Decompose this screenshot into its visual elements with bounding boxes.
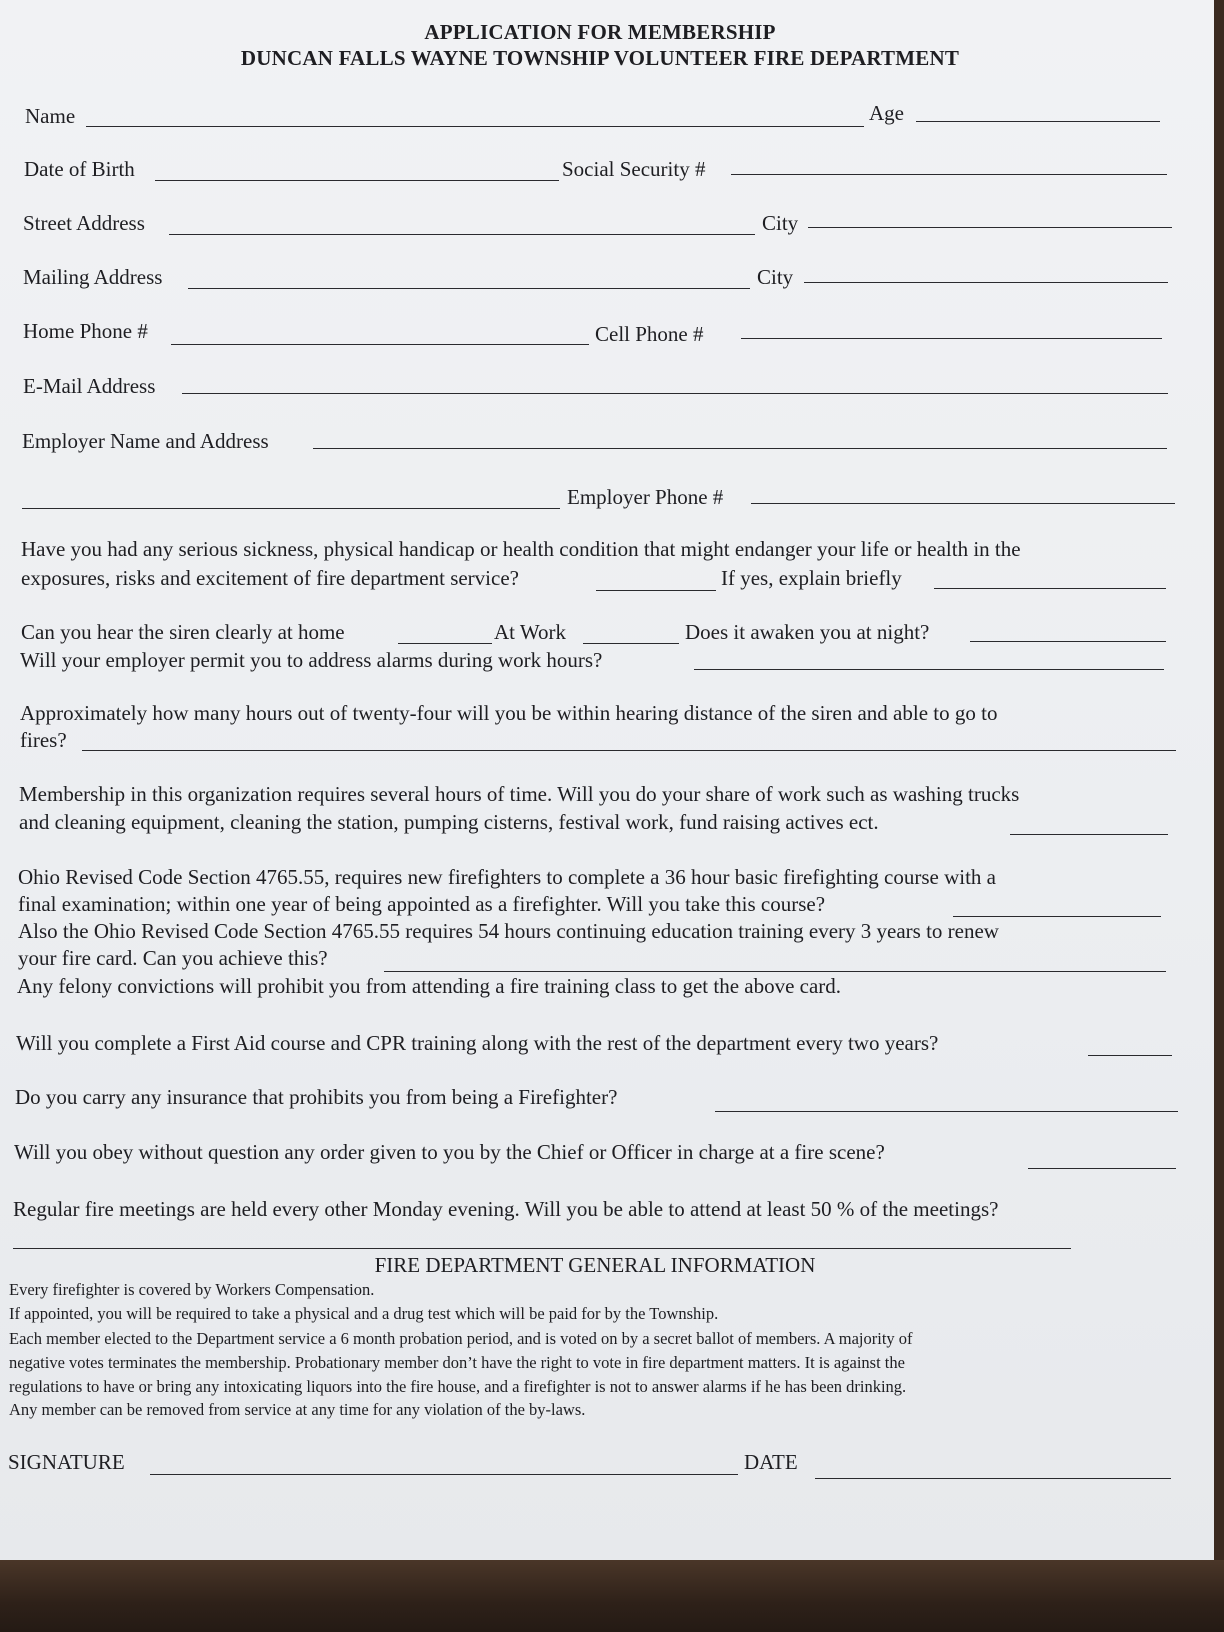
employer-label: Employer Name and Address xyxy=(22,429,269,453)
obey-question: Will you obey without question any order given to you by the Chief or Officer in charge at a fire scene? xyxy=(14,1140,885,1164)
mailing-city-field[interactable] xyxy=(804,282,1168,283)
employer-address-line-2[interactable] xyxy=(22,508,560,509)
meetings-field[interactable] xyxy=(13,1248,1071,1249)
city-field[interactable] xyxy=(808,227,1172,228)
felony-note: Any felony convictions will prohibit you from attending a fire training class to get the above card. xyxy=(17,974,842,998)
date-field[interactable] xyxy=(815,1478,1171,1479)
home-phone-label: Home Phone # xyxy=(23,319,148,343)
info-line: If appointed, you will be required to take a physical and a drug test which will be paid for by the Township. xyxy=(9,1304,719,1323)
employer-field[interactable] xyxy=(313,448,1167,449)
ohio-course-field[interactable] xyxy=(953,916,1161,917)
signature-field[interactable] xyxy=(150,1474,738,1475)
dob-field[interactable] xyxy=(155,180,559,181)
health-explain-label: If yes, explain briefly xyxy=(721,566,902,590)
hours-question: Approximately how many hours out of twenty-four will you be within hearing distance of the siren and able to go to xyxy=(20,701,998,725)
email-label: E-Mail Address xyxy=(23,374,156,398)
form-title: APPLICATION FOR MEMBERSHIP xyxy=(424,20,776,44)
mailing-address-label: Mailing Address xyxy=(23,265,163,289)
cell-phone-label: Cell Phone # xyxy=(595,322,704,346)
street-address-label: Street Address xyxy=(23,211,145,235)
siren-home-field[interactable] xyxy=(398,643,492,644)
work-question: Membership in this organization requires several hours of time. Will you do your share of work such as washing trucks xyxy=(19,782,1020,806)
siren-night-label: Does it awaken you at night? xyxy=(685,620,930,644)
employer-permit-field[interactable] xyxy=(694,669,1164,670)
employer-permit-label: Will your employer permit you to address alarms during work hours? xyxy=(20,648,603,672)
signature-label: SIGNATURE xyxy=(8,1450,125,1474)
general-info-heading: FIRE DEPARTMENT GENERAL INFORMATION xyxy=(374,1253,816,1277)
email-field[interactable] xyxy=(182,393,1168,394)
siren-work-field[interactable] xyxy=(583,643,679,644)
ssn-field[interactable] xyxy=(731,174,1167,175)
department-name: DUNCAN FALLS WAYNE TOWNSHIP VOLUNTEER FIRE DEPARTMENT xyxy=(240,46,960,70)
dob-label: Date of Birth xyxy=(24,157,135,181)
name-label: Name xyxy=(25,104,76,128)
health-question-cont: exposures, risks and excitement of fire department service? xyxy=(21,566,519,590)
insurance-question: Do you carry any insurance that prohibits you from being a Firefighter? xyxy=(15,1085,618,1109)
info-line: Each member elected to the Department service a 6 month probation period, and is voted on by a secret ballot of members. A majority of xyxy=(9,1329,913,1348)
employer-phone-label: Employer Phone # xyxy=(567,485,724,509)
first-aid-field[interactable] xyxy=(1088,1055,1172,1056)
employer-phone-field[interactable] xyxy=(751,503,1175,504)
hours-question-cont: fires? xyxy=(20,728,67,752)
age-field[interactable] xyxy=(916,121,1160,122)
mailing-city-label: City xyxy=(757,265,794,289)
mailing-address-field[interactable] xyxy=(188,288,750,289)
street-address-field[interactable] xyxy=(169,234,755,235)
health-explain-field[interactable] xyxy=(934,588,1166,589)
city-label: City xyxy=(762,211,799,235)
info-line: Any member can be removed from service at any time for any violation of the by-laws. xyxy=(9,1400,586,1419)
meetings-question: Regular fire meetings are held every other Monday evening. Will you be able to attend at least 50 % of the meetings? xyxy=(13,1197,999,1221)
obey-field[interactable] xyxy=(1028,1168,1176,1169)
siren-home-label: Can you hear the siren clearly at home xyxy=(21,620,345,644)
wooden-table-background xyxy=(0,1560,1224,1632)
ohio-education-field[interactable] xyxy=(384,971,1166,972)
siren-work-label: At Work xyxy=(494,620,567,644)
health-answer-field[interactable] xyxy=(596,590,716,591)
insurance-field[interactable] xyxy=(715,1111,1178,1112)
ohio-education-question: Also the Ohio Revised Code Section 4765.55 requires 54 hours continuing education training every 3 years to renew xyxy=(18,919,999,943)
info-line: negative votes terminates the membership. Probationary member don’t have the right to vote in fire department matters. It is against the xyxy=(9,1353,905,1372)
name-field[interactable] xyxy=(86,126,864,127)
date-label: DATE xyxy=(744,1450,798,1474)
ssn-label: Social Security # xyxy=(562,157,706,181)
ohio-course-question-cont: final examination; within one year of being appointed as a firefighter. Will you take this course? xyxy=(18,892,826,916)
ohio-course-question: Ohio Revised Code Section 4765.55, requires new firefighters to complete a 36 hour basic firefighting course with a xyxy=(18,865,996,889)
hours-field[interactable] xyxy=(82,750,1176,751)
health-question: Have you had any serious sickness, physical handicap or health condition that might endanger your life or health in the xyxy=(21,537,1021,561)
age-label: Age xyxy=(869,101,904,125)
work-field[interactable] xyxy=(1010,834,1168,835)
cell-phone-field[interactable] xyxy=(741,338,1162,339)
info-line: Every firefighter is covered by Workers Compensation. xyxy=(9,1280,375,1299)
work-question-cont: and cleaning equipment, cleaning the station, pumping cisterns, festival work, fund raising actives ect. xyxy=(19,810,879,834)
siren-night-field[interactable] xyxy=(970,641,1166,642)
first-aid-question: Will you complete a First Aid course and CPR training along with the rest of the department every two years? xyxy=(16,1031,939,1055)
ohio-education-question-cont: your fire card. Can you achieve this? xyxy=(18,946,328,970)
home-phone-field[interactable] xyxy=(171,344,589,345)
info-line: regulations to have or bring any intoxicating liquors into the fire house, and a firefighter is not to answer alarms if he has been drinking. xyxy=(9,1377,907,1396)
